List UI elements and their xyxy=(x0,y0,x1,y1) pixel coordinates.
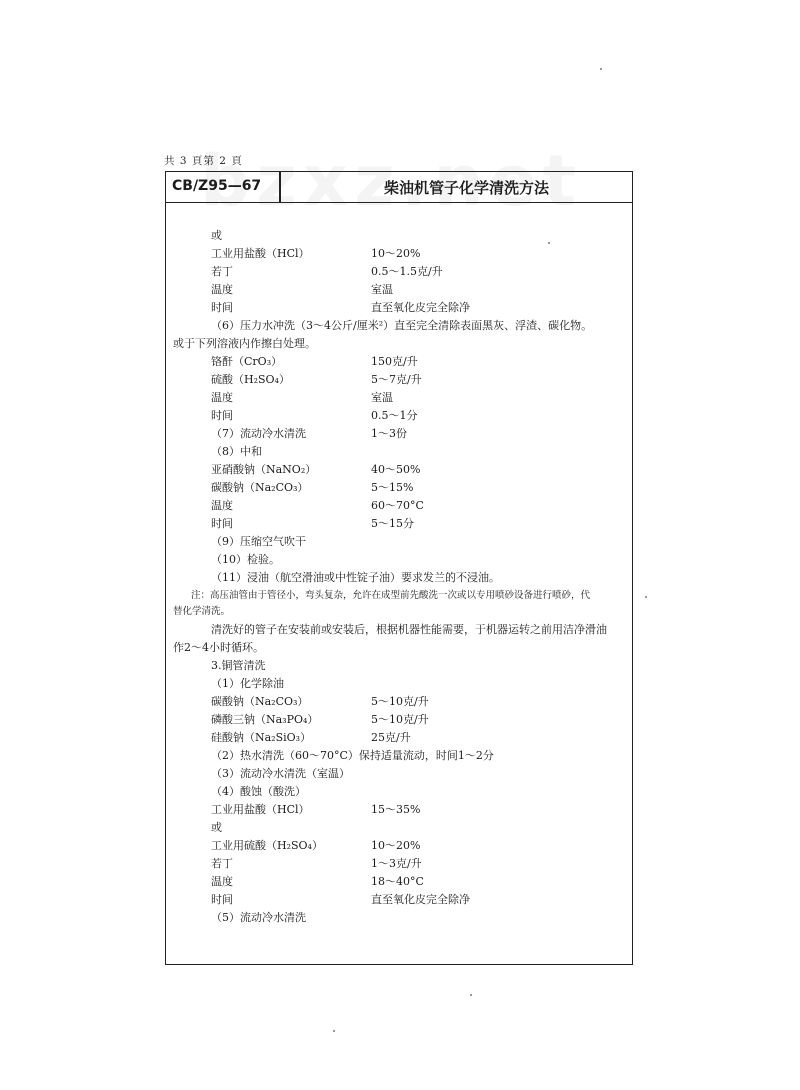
text-line: 室温 xyxy=(371,391,393,404)
text-line: 时间 xyxy=(211,517,233,530)
text-line: 室温 xyxy=(371,283,393,296)
text-line: 或 xyxy=(211,821,222,834)
text-line: 3.铜管清洗 xyxy=(211,659,266,672)
text-line: 硅酸钠（Na₂SiO₃） xyxy=(211,731,312,744)
text-line: 碳酸钠（Na₂CO₃） xyxy=(211,695,309,708)
text-line: 15～35% xyxy=(371,803,421,816)
standard-code: CB/Z95—67 xyxy=(172,178,262,194)
text-line: 25克/升 xyxy=(371,731,411,744)
text-line: （9）压缩空气吹干 xyxy=(211,535,306,548)
scan-speck xyxy=(548,242,550,244)
text-line: 温度 xyxy=(211,499,233,512)
text-line: （7）流动冷水清洗 xyxy=(211,427,306,440)
document-frame xyxy=(165,171,633,965)
text-line: 工业用盐酸（HCl） xyxy=(211,247,310,260)
note-line: 注：高压油管由于管径小，弯头复杂，允许在成型前先酸洗一次或以专用喷砂设备进行喷砂，代 xyxy=(191,590,591,601)
text-line: 5～10克/升 xyxy=(371,713,429,726)
text-line: 铬酐（CrO₃） xyxy=(211,355,283,368)
text-line: （2）热水清洗（60～70°C）保持适量流动，时间1～2分 xyxy=(211,749,494,762)
text-line: 温度 xyxy=(211,875,233,888)
text-line: 5～10克/升 xyxy=(371,695,429,708)
text-line: （8）中和 xyxy=(211,445,262,458)
document-title: 柴油机管子化学清洗方法 xyxy=(384,179,550,197)
text-line: 40～50% xyxy=(371,463,421,476)
page-number-label: 共 3 頁第 2 頁 xyxy=(164,155,243,167)
text-line: （6）压力水冲洗（3～4公斤/厘米²）直至完全清除表面黑灰、浮渣、碳化物。 xyxy=(211,319,593,332)
text-line: 直至氧化皮完全除净 xyxy=(371,301,470,314)
text-line: 硫酸（H₂SO₄） xyxy=(211,373,290,386)
text-line: 时间 xyxy=(211,893,233,906)
text-line: 150克/升 xyxy=(371,355,418,368)
text-line: 0.5～1分 xyxy=(371,409,418,422)
text-line: （4）酸蚀（酸洗） xyxy=(211,785,306,798)
text-line: 5～15% xyxy=(371,481,414,494)
text-line: （11）浸油（航空滑油或中性锭子油）要求发兰的不浸油。 xyxy=(211,571,500,584)
scan-speck xyxy=(333,1030,335,1032)
text-line: 时间 xyxy=(211,409,233,422)
text-line: （3）流动冷水清洗（室温） xyxy=(211,767,350,780)
text-line: （1）化学除油 xyxy=(211,677,284,690)
text-line: 工业用硫酸（H₂SO₄） xyxy=(211,839,323,852)
text-line: 磷酸三钠（Na₃PO₄） xyxy=(211,713,319,726)
text-line: 直至氧化皮完全除净 xyxy=(371,893,470,906)
text-line: 工业用盐酸（HCl） xyxy=(211,803,310,816)
text-line: 碳酸钠（Na₂CO₃） xyxy=(211,481,309,494)
text-line: 10～20% xyxy=(371,247,421,260)
text-line: 时间 xyxy=(211,301,233,314)
text-line: 作2～4小时循环。 xyxy=(173,641,264,654)
text-line: 10～20% xyxy=(371,839,421,852)
text-line: 或 xyxy=(211,229,222,242)
text-line: （10）检验。 xyxy=(211,553,280,566)
scan-speck xyxy=(600,68,602,70)
text-line: 5～7克/升 xyxy=(371,373,422,386)
text-line: 1～3份 xyxy=(371,427,407,440)
text-line: 温度 xyxy=(211,391,233,404)
text-line: 清洗好的管子在安装前或安装后，根据机器性能需要，于机器运转之前用洁净滑油 xyxy=(211,623,607,636)
text-line: 若丁 xyxy=(211,857,233,870)
text-line: 温度 xyxy=(211,283,233,296)
note-line: 替化学清洗。 xyxy=(173,606,231,617)
text-line: 1～3克/升 xyxy=(371,857,422,870)
text-line: 若丁 xyxy=(211,265,233,278)
text-line: 5～15分 xyxy=(371,517,414,530)
text-line: 18～40°C xyxy=(371,875,424,888)
text-line: （5）流动冷水清洗 xyxy=(211,911,306,924)
document-body xyxy=(166,172,632,964)
scan-speck xyxy=(645,596,647,598)
text-line: 亚硝酸钠（NaNO₂） xyxy=(211,463,317,476)
text-line: 60～70°C xyxy=(371,499,424,512)
text-line: 0.5～1.5克/升 xyxy=(371,265,443,278)
text-line: 或于下列溶液内作擦白处理。 xyxy=(173,337,316,350)
scan-speck xyxy=(470,994,472,996)
